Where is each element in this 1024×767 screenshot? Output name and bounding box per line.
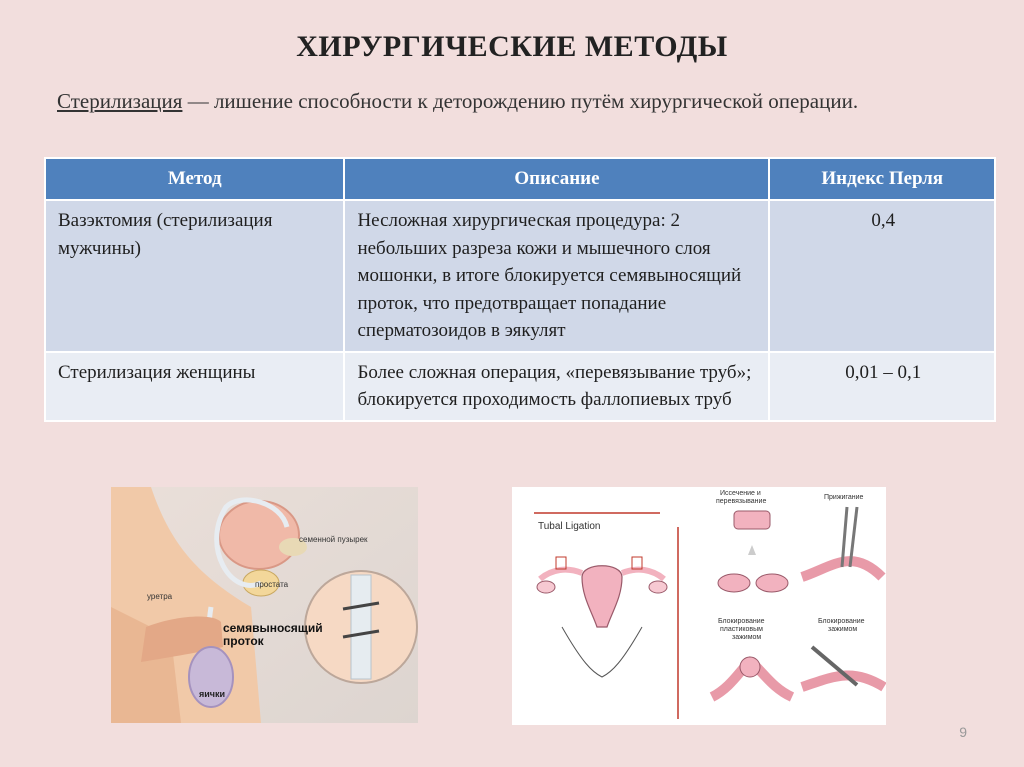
label-urethra: уретра <box>147 592 173 601</box>
label-testicles: яички <box>199 689 226 699</box>
header-description: Описание <box>344 158 769 200</box>
header-method: Метод <box>45 158 344 200</box>
cell-method: Стерилизация женщины <box>45 352 344 421</box>
label-excision-1: Иссечение и <box>720 490 761 497</box>
cell-pearl-index: 0,4 <box>769 200 995 352</box>
cell-pearl-index: 0,01 – 0,1 <box>769 352 995 421</box>
table-row <box>45 352 995 421</box>
label-vas-deferens-2: проток <box>223 634 264 648</box>
header-pearl-index: Индекс Перля <box>769 158 995 200</box>
definition <box>57 86 957 117</box>
label-prostate: простата <box>255 580 289 589</box>
label-plastic-clip-2: пластиковым <box>720 626 763 633</box>
page-number: 9 <box>959 724 967 740</box>
cell-method: Вазэктомия (стерилизация мужчины) <box>45 200 344 352</box>
tubal-ligation-illustration <box>512 487 886 725</box>
label-tubal-ligation: Tubal Ligation <box>538 521 601 532</box>
definition-text: — лишение способности к деторождению путём хирургической операции. <box>182 89 859 113</box>
label-plastic-clip-3: зажимом <box>732 634 762 641</box>
table-header-row <box>45 158 995 200</box>
label-clamp-1: Блокирование <box>818 618 865 625</box>
vasectomy-illustration <box>111 487 418 723</box>
definition-term: Стерилизация <box>57 89 183 113</box>
table-row <box>45 200 995 352</box>
label-cauterization: Прижигание <box>824 494 864 501</box>
cell-description: Несложная хирургическая процедура: 2 небольших разреза кожи и мышечного слоя мошонки, в итоге блокируется семявыносящий проток, что предотвращает попадание сперматозоидов в эякулят <box>344 200 769 352</box>
label-vas-deferens-1: семявыносящий <box>223 621 323 635</box>
page-title: ХИРУРГИЧЕСКИЕ МЕТОДЫ <box>296 30 728 63</box>
cell-description: Более сложная операция, «перевязывание труб»; блокируется проходимость фаллопиевых труб <box>344 352 769 421</box>
methods-table <box>44 157 996 422</box>
label-plastic-clip-1: Блокирование <box>718 618 765 625</box>
label-seminal-vesicle: семенной пузырек <box>299 535 368 544</box>
label-clamp-2: зажимом <box>828 626 858 633</box>
label-excision-2: перевязывание <box>716 498 767 505</box>
